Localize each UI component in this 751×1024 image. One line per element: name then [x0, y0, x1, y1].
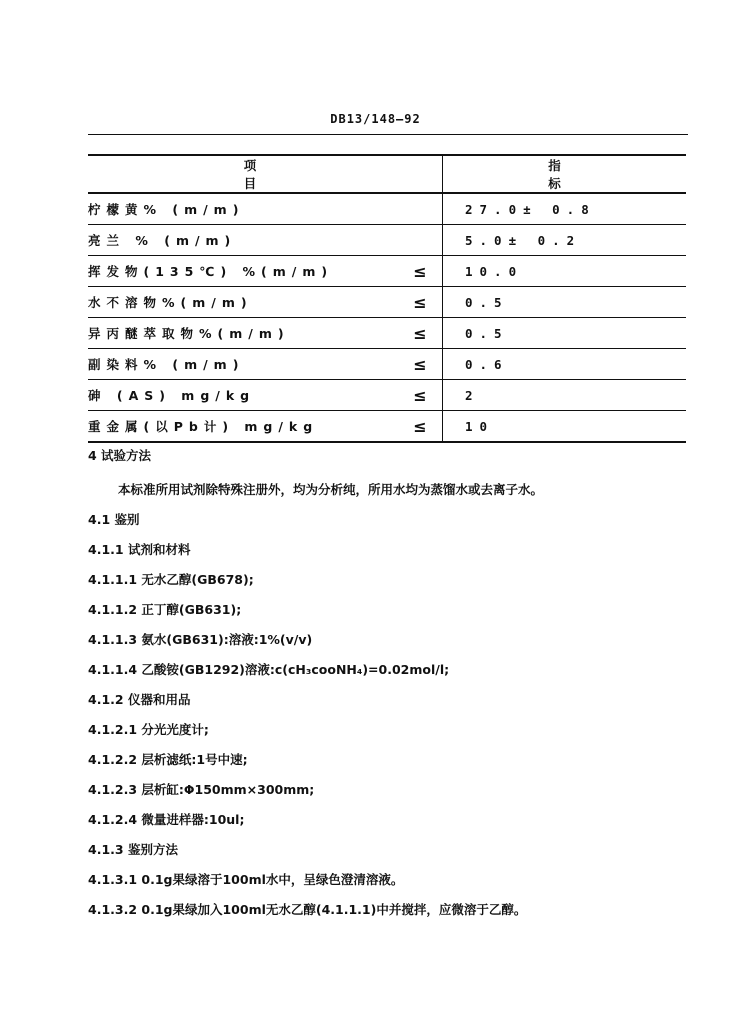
table-row	[88, 349, 686, 380]
row-item: 亮兰 % (m/m)	[88, 225, 398, 256]
row-value: 0.5	[443, 287, 687, 318]
row-item: 砷 (AS) mg/kg	[88, 380, 398, 411]
row-item: 异丙醚萃取物%(m/m)	[88, 318, 398, 349]
row-comparator: ≤	[398, 380, 443, 411]
list-item: 4.1.1.2 正丁醇(GB631);	[88, 602, 242, 617]
row-item: 水不溶物%(m/m)	[88, 287, 398, 318]
list-item: 4.1.2.4 微量进样器:10ul;	[88, 812, 245, 827]
row-comparator: ≤	[398, 287, 443, 318]
section-heading: 4.1.2 仪器和用品	[88, 692, 191, 707]
row-comparator: ≤	[398, 256, 443, 287]
row-value: 5.0± 0.2	[443, 225, 687, 256]
header-rule	[88, 134, 688, 135]
row-value: 10	[443, 411, 687, 443]
list-item: 4.1.1.1 无水乙醇(GB678);	[88, 572, 254, 587]
table-row	[88, 193, 686, 225]
paragraph: 本标准所用试剂除特殊注册外，均为分析纯，所用水均为蒸馏水或去离子水。	[118, 482, 544, 497]
list-item: 4.1.2.3 层析缸:Φ150mm×300mm;	[88, 782, 315, 797]
row-item: 挥发物(135℃) %(m/m)	[88, 256, 398, 287]
list-item: 4.1.3.1 0.1g果绿溶于100ml水中，呈绿色澄清溶液。	[88, 872, 404, 887]
list-item: 4.1.1.4 乙酸铵(GB1292)溶液:c(cH₃cooNH₄)=0.02mol/l;	[88, 662, 450, 677]
list-item: 4.1.2.1 分光光度计;	[88, 722, 209, 737]
list-item: 4.1.2.2 层析滤纸:1号中速;	[88, 752, 248, 767]
row-value: 27.0± 0.8	[443, 193, 687, 225]
row-value: 0.5	[443, 318, 687, 349]
row-comparator: ≤	[398, 349, 443, 380]
table-row	[88, 287, 686, 318]
row-comparator: ≤	[398, 411, 443, 443]
row-item: 重金属(以Pb计) mg/kg	[88, 411, 398, 443]
table-row	[88, 225, 686, 256]
table-row	[88, 256, 686, 287]
table-row	[88, 318, 686, 349]
row-item: 副染料% (m/m)	[88, 349, 398, 380]
spec-table	[88, 154, 686, 443]
doc-number: DB13/148—92	[330, 112, 421, 126]
row-comparator: ≤	[398, 318, 443, 349]
row-value: 10.0	[443, 256, 687, 287]
row-item: 柠檬黄% (m/m)	[88, 193, 398, 225]
table-row	[88, 380, 686, 411]
col-spec-header: 指 标	[443, 155, 687, 193]
table-header-row	[88, 155, 686, 193]
list-item: 4.1.3.2 0.1g果绿加入100ml无水乙醇(4.1.1.1)中并搅拌，应微溶于乙醇。	[88, 902, 527, 917]
section-heading: 4.1 鉴别	[88, 512, 140, 527]
row-value: 0.6	[443, 349, 687, 380]
section-heading: 4.1.3 鉴别方法	[88, 842, 178, 857]
row-comparator	[398, 225, 443, 256]
section-heading: 4.1.1 试剂和材料	[88, 542, 191, 557]
row-value: 2	[443, 380, 687, 411]
section-heading: 4 试验方法	[88, 448, 152, 463]
col-item-header: 项 目	[88, 155, 443, 193]
list-item: 4.1.1.3 氨水(GB631):溶液:1%(v/v)	[88, 632, 313, 647]
row-comparator	[398, 193, 443, 225]
table-row	[88, 411, 686, 443]
